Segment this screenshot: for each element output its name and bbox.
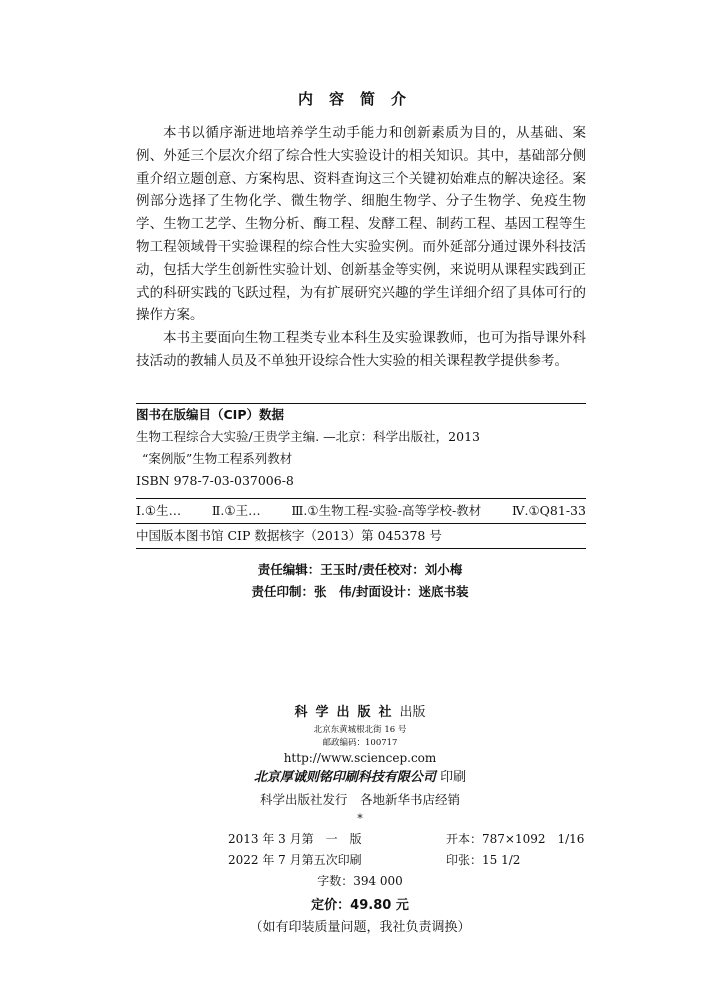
publisher-line (0, 702, 720, 724)
cip-classification (136, 498, 586, 523)
cip-heading: 图书在版编目（CIP）数据 (136, 407, 284, 422)
cip-series-line: “案例版”生物工程系列教材 (142, 451, 293, 466)
printer-suffix: 印刷 (440, 770, 467, 785)
price: 定价：49.80 元 (311, 898, 409, 913)
sheets-line: 印张：15 1/2 (446, 853, 521, 867)
publisher-url: http://www.sciencep.com (283, 751, 437, 765)
separator-star: * (357, 812, 363, 825)
publisher-address: 北京东黄城根北街 16 号 (313, 725, 407, 735)
cip-isbn: ISBN 978-7-03-037006-8 (136, 473, 294, 488)
summary-body (136, 122, 586, 373)
printer-line (0, 767, 720, 789)
printing-line: 2022 年 7 月第五次印刷 (228, 853, 362, 867)
cip-class-1: Ⅰ.①生… (136, 503, 182, 518)
cip-class-2: Ⅱ.①王… (211, 503, 261, 518)
cip-data-block (136, 403, 586, 549)
word-count: 字数：394 000 (317, 874, 403, 888)
edition-line: 2013 年 3 月第 一 版 (228, 832, 362, 846)
cip-check-number: 中国版本图书馆 CIP 数据核字（2013）第 045378 号 (136, 523, 586, 549)
format-line: 开本：787×1092 1/16 (446, 832, 585, 846)
publisher-name: 科学出版社 (294, 705, 400, 720)
editors-line-2: 责任印制：张 伟/封面设计：迷底书装 (251, 584, 469, 599)
cip-title-line: 生物工程综合大实验/王贵学主编. —北京：科学出版社，2013 (136, 429, 480, 444)
imprint-block (0, 702, 720, 828)
editors-block (0, 559, 720, 603)
quality-note: （如有印装质量问题，我社负责调换） (249, 920, 471, 935)
summary-paragraph-2: 本书主要面向生物工程类专业本科生及实验课教师，也可为指导课外科技活动的教辅人员及不单独开设综合性大实验的相关课程教学提供参考。 (136, 330, 586, 369)
cip-class-3: Ⅲ.①生物工程-实验-高等学校-教材 (291, 503, 482, 518)
publisher-suffix: 出版 (399, 705, 426, 720)
summary-paragraph-1: 本书以循序渐进地培养学生动手能力和创新素质为目的，从基础、案例、外延三个层次介绍了综合性大实验设计的相关知识。其中，基础部分侧重介绍立题创意、方案构思、资料查询这三个关键初始难点的解决途径。案例部分选择了生物化学、微生物学、细胞生物学、分子生物学、免疫生物学、生物工艺学、生物分析、酶工程、发酵工程、制药工程、基因工程等生物工程领域骨干实验课程的综合性大实验实例。而外延部分通过课外科技活动，包括大学生创新性实验计划、创新基金等实例，来说明从课程实践到正式的科研实践的飞跃过程，为有扩展研究兴趣的学生详细介绍了具体可行的操作方案。 (136, 125, 586, 324)
cip-class-4: Ⅳ.①Q81-33 (512, 503, 586, 518)
summary-title: 内容简介 (297, 90, 422, 108)
publisher-postcode: 邮政编码：100717 (322, 738, 398, 748)
distribution-line: 科学出版社发行 各地新华书店经销 (259, 792, 460, 807)
printer-name: 北京厚诚则铭印刷科技有限公司 (253, 770, 436, 785)
editors-line-1: 责任编辑：王玉时/责任校对：刘小梅 (257, 562, 463, 577)
